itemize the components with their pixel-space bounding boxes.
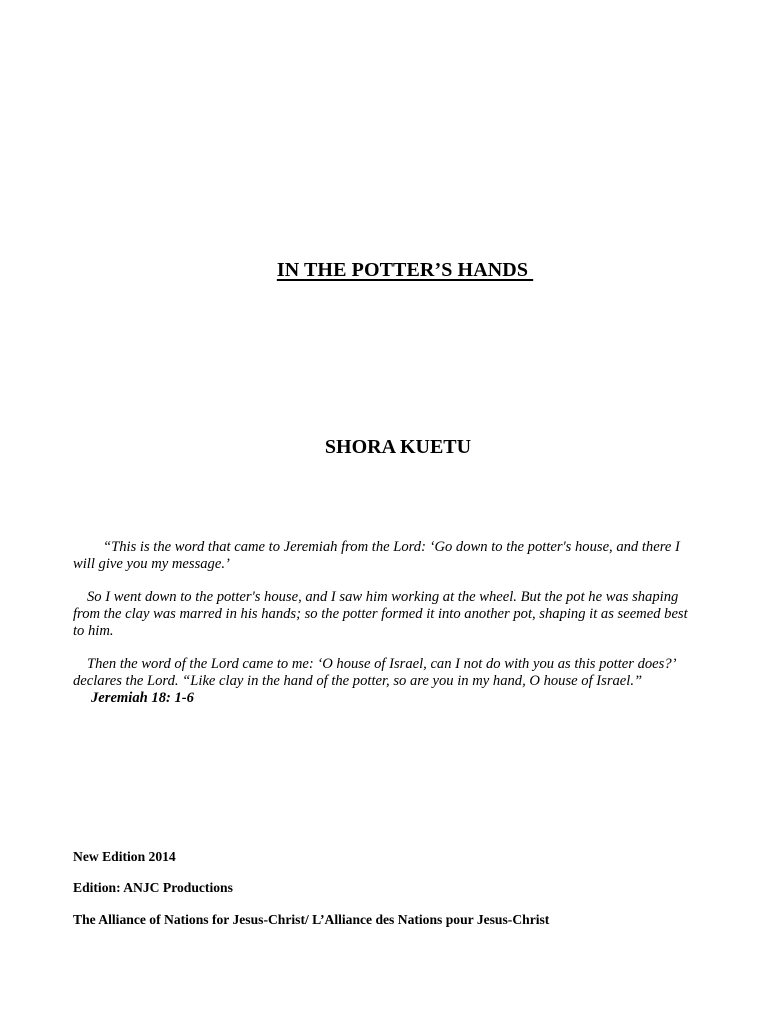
- epigraph-paragraph-3: Then the word of the Lord came to me: ‘O house of Israel, can I not do with you as this potter does?’ declares the Lord. “Like clay in the hand of the potter, so are you in my hand, O house of Israel.”: [73, 656, 675, 689]
- author-name: SHORA KUETU: [324, 436, 472, 458]
- epigraph-paragraph-2: So I went down to the potter's house, and I saw him working at the wheel. But the pot he was shaping from the clay was marred in his hands; so the potter formed it into another pot, shaping it as seemed best to him.: [73, 589, 688, 639]
- scripture-reference: Jeremiah 18: 1-6: [91, 690, 194, 706]
- organization-name: The Alliance of Nations for Jesus-Christ/ L’Alliance des Nations pour Jesus-Christ: [73, 912, 550, 927]
- book-title: [0, 259, 768, 282]
- epigraph-paragraph-1: “This is the word that came to Jeremiah from the Lord: ‘Go down to the potter's house, and there I will give you my message.’: [73, 539, 680, 572]
- edition-year: New Edition 2014: [73, 849, 176, 864]
- publisher: Edition: ANJC Productions: [73, 880, 233, 895]
- book-title-text: IN THE POTTER’S HANDS: [276, 259, 534, 281]
- epigraph: [73, 539, 693, 707]
